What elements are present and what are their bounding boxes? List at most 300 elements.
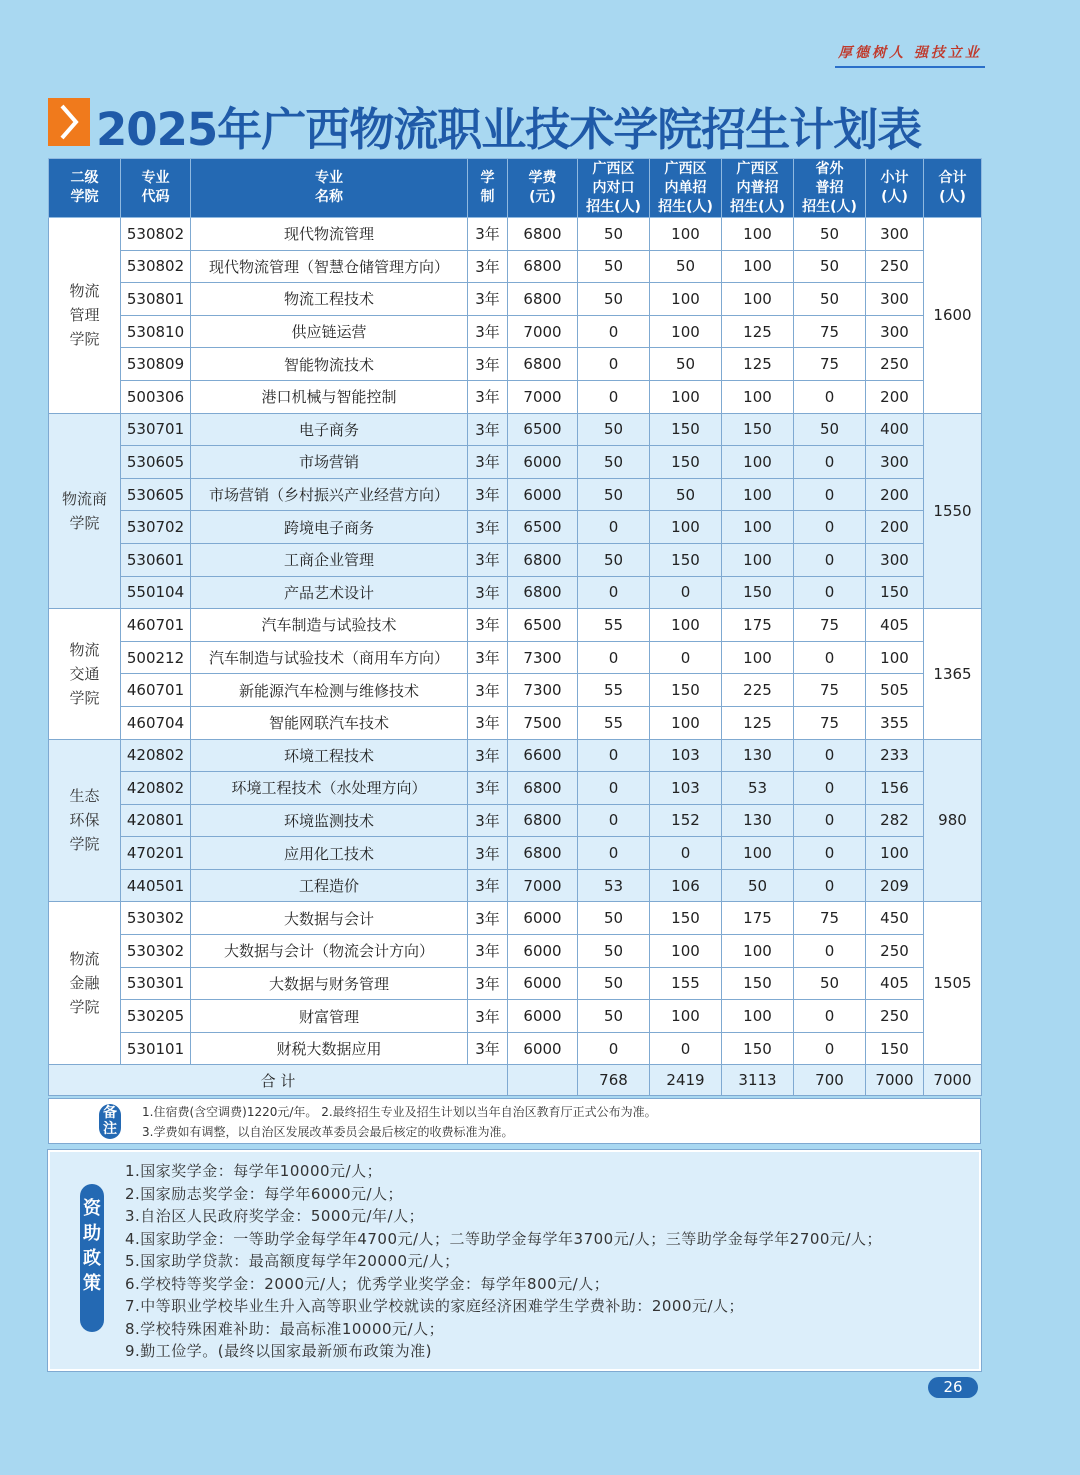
table-cell: 3年 bbox=[468, 543, 508, 576]
table-cell: 6600 bbox=[508, 739, 578, 772]
table-cell: 200 bbox=[866, 478, 924, 511]
table-cell: 6800 bbox=[508, 250, 578, 283]
table-cell: 财富管理 bbox=[191, 1000, 468, 1033]
table-cell: 530302 bbox=[121, 935, 191, 968]
table-header-row bbox=[49, 159, 982, 218]
aid-item: 7.中等职业学校毕业生升入高等职业学校就读的家庭经济困难学生学费补助：2000元/人； bbox=[125, 1297, 745, 1315]
table-cell: 7000 bbox=[508, 869, 578, 902]
table-cell: 233 bbox=[866, 739, 924, 772]
table-cell: 150 bbox=[650, 674, 722, 707]
table-cell: 125 bbox=[722, 706, 794, 739]
table-cell: 6500 bbox=[508, 609, 578, 642]
table-cell: 103 bbox=[650, 772, 722, 805]
table-cell: 智能物流技术 bbox=[191, 348, 468, 381]
table-cell: 3年 bbox=[468, 772, 508, 805]
table-cell: 150 bbox=[650, 543, 722, 576]
table-cell: 3年 bbox=[468, 315, 508, 348]
table-cell: 100 bbox=[722, 543, 794, 576]
table-cell: 100 bbox=[650, 706, 722, 739]
table-cell: 530302 bbox=[121, 902, 191, 935]
table-cell: 物流工程技术 bbox=[191, 283, 468, 316]
table-cell: 100 bbox=[650, 315, 722, 348]
table-row bbox=[49, 609, 982, 642]
table-cell: 0 bbox=[650, 1032, 722, 1065]
table-cell: 50 bbox=[794, 218, 866, 251]
table-cell: 530601 bbox=[121, 543, 191, 576]
table-cell: 6800 bbox=[508, 283, 578, 316]
college-cell: 物流 金融 学院 bbox=[49, 902, 121, 1065]
college-total-cell: 1600 bbox=[924, 218, 982, 414]
table-row bbox=[49, 283, 982, 316]
table-cell: 汽车制造与试验技术（商用车方向） bbox=[191, 641, 468, 674]
total-cell: 7000 bbox=[924, 1065, 982, 1096]
table-cell: 530701 bbox=[121, 413, 191, 446]
table-cell: 103 bbox=[650, 739, 722, 772]
table-cell: 3年 bbox=[468, 250, 508, 283]
table-cell: 175 bbox=[722, 609, 794, 642]
table-cell: 0 bbox=[794, 1032, 866, 1065]
column-header: 广西区 内单招 招生(人) bbox=[650, 159, 722, 218]
table-row bbox=[49, 446, 982, 479]
enrollment-plan-table bbox=[48, 158, 982, 1096]
aid-item: 4.国家助学金：一等助学金每学年4700元/人；二等助学金每学年3700元/人；三等助学金每学年2700元/人； bbox=[125, 1229, 882, 1248]
page-number: 26 bbox=[928, 1377, 978, 1398]
table-cell: 0 bbox=[794, 511, 866, 544]
table-cell: 225 bbox=[722, 674, 794, 707]
total-cell: 7000 bbox=[866, 1065, 924, 1096]
table-cell: 209 bbox=[866, 869, 924, 902]
table-cell: 大数据与财务管理 bbox=[191, 967, 468, 1000]
table-cell: 7000 bbox=[508, 315, 578, 348]
table-cell: 3年 bbox=[468, 869, 508, 902]
chevron-right-icon bbox=[48, 98, 90, 146]
table-cell: 100 bbox=[722, 511, 794, 544]
table-cell: 50 bbox=[578, 543, 650, 576]
table-cell: 250 bbox=[866, 935, 924, 968]
table-cell: 55 bbox=[578, 609, 650, 642]
table-row bbox=[49, 1000, 982, 1033]
table-cell: 50 bbox=[794, 413, 866, 446]
table-cell: 75 bbox=[794, 706, 866, 739]
table-cell: 0 bbox=[794, 380, 866, 413]
table-cell: 100 bbox=[650, 380, 722, 413]
table-cell: 450 bbox=[866, 902, 924, 935]
table-cell: 420802 bbox=[121, 772, 191, 805]
table-cell: 0 bbox=[794, 739, 866, 772]
aid-item: 8.学校特殊困难补助：最高标准10000元/人； bbox=[125, 1319, 445, 1338]
table-cell: 3年 bbox=[468, 478, 508, 511]
table-cell: 环境工程技术 bbox=[191, 739, 468, 772]
table-cell: 3年 bbox=[468, 413, 508, 446]
table-cell: 3年 bbox=[468, 706, 508, 739]
table-cell: 6000 bbox=[508, 1032, 578, 1065]
table-cell: 50 bbox=[794, 283, 866, 316]
table-cell: 100 bbox=[722, 641, 794, 674]
table-cell: 175 bbox=[722, 902, 794, 935]
table-cell: 0 bbox=[578, 804, 650, 837]
table-cell: 3年 bbox=[468, 446, 508, 479]
aid-item: 9.勤工俭学。(最终以国家最新颁布政策为准) bbox=[125, 1342, 433, 1360]
table-cell: 新能源汽车检测与维修技术 bbox=[191, 674, 468, 707]
college-cell: 物流 交通 学院 bbox=[49, 609, 121, 739]
table-cell: 100 bbox=[722, 380, 794, 413]
table-cell: 0 bbox=[578, 739, 650, 772]
table-cell: 150 bbox=[650, 413, 722, 446]
table-cell: 6800 bbox=[508, 772, 578, 805]
table-cell: 大数据与会计 bbox=[191, 902, 468, 935]
table-cell: 100 bbox=[650, 218, 722, 251]
table-cell: 0 bbox=[578, 576, 650, 609]
table-cell: 现代物流管理 bbox=[191, 218, 468, 251]
table-cell: 电子商务 bbox=[191, 413, 468, 446]
column-header: 学 制 bbox=[468, 159, 508, 218]
table-cell: 50 bbox=[650, 478, 722, 511]
table-cell: 0 bbox=[650, 576, 722, 609]
table-cell: 150 bbox=[722, 413, 794, 446]
aid-item: 3.自治区人民政府奖学金：5000元/年/人； bbox=[125, 1207, 425, 1225]
table-cell: 3年 bbox=[468, 837, 508, 870]
table-cell: 100 bbox=[722, 446, 794, 479]
table-cell: 3年 bbox=[468, 739, 508, 772]
table-cell: 250 bbox=[866, 1000, 924, 1033]
table-cell: 0 bbox=[794, 641, 866, 674]
college-cell: 物流商 学院 bbox=[49, 413, 121, 609]
table-cell: 0 bbox=[578, 1032, 650, 1065]
table-cell: 150 bbox=[866, 576, 924, 609]
table-cell: 460704 bbox=[121, 706, 191, 739]
total-cell: 768 bbox=[578, 1065, 650, 1096]
table-cell bbox=[508, 1065, 578, 1096]
table-cell: 100 bbox=[722, 283, 794, 316]
table-cell: 6000 bbox=[508, 902, 578, 935]
table-cell: 0 bbox=[578, 772, 650, 805]
table-cell: 53 bbox=[722, 772, 794, 805]
slogan: 厚德树人 强技立业 bbox=[835, 42, 985, 68]
table-cell: 6500 bbox=[508, 413, 578, 446]
table-cell: 3年 bbox=[468, 641, 508, 674]
table-cell: 6800 bbox=[508, 348, 578, 381]
column-header: 专业 代码 bbox=[121, 159, 191, 218]
table-cell: 3年 bbox=[468, 576, 508, 609]
table-cell: 530802 bbox=[121, 250, 191, 283]
page-title: 2025年广西物流职业技术学院招生计划表 bbox=[96, 103, 922, 156]
table-cell: 530702 bbox=[121, 511, 191, 544]
table-cell: 100 bbox=[722, 478, 794, 511]
table-cell: 470201 bbox=[121, 837, 191, 870]
table-row bbox=[49, 804, 982, 837]
table-cell: 530605 bbox=[121, 478, 191, 511]
table-cell: 0 bbox=[650, 837, 722, 870]
table-cell: 152 bbox=[650, 804, 722, 837]
column-header: 专业 名称 bbox=[191, 159, 468, 218]
table-cell: 产品艺术设计 bbox=[191, 576, 468, 609]
total-row bbox=[49, 1065, 982, 1096]
table-cell: 130 bbox=[722, 739, 794, 772]
table-cell: 530801 bbox=[121, 283, 191, 316]
table-cell: 300 bbox=[866, 446, 924, 479]
table-cell: 75 bbox=[794, 315, 866, 348]
table-cell: 0 bbox=[794, 543, 866, 576]
table-cell: 3年 bbox=[468, 218, 508, 251]
table-cell: 130 bbox=[722, 804, 794, 837]
table-cell: 420801 bbox=[121, 804, 191, 837]
column-header: 学费 (元) bbox=[508, 159, 578, 218]
table-cell: 0 bbox=[794, 576, 866, 609]
financial-aid-box bbox=[48, 1150, 981, 1371]
table-cell: 100 bbox=[722, 1000, 794, 1033]
table-cell: 跨境电子商务 bbox=[191, 511, 468, 544]
table-row bbox=[49, 837, 982, 870]
table-cell: 100 bbox=[722, 250, 794, 283]
table-cell: 7300 bbox=[508, 641, 578, 674]
table-cell: 50 bbox=[578, 446, 650, 479]
table-cell: 0 bbox=[794, 837, 866, 870]
table-cell: 300 bbox=[866, 315, 924, 348]
table-cell: 150 bbox=[722, 967, 794, 1000]
table-cell: 3年 bbox=[468, 511, 508, 544]
college-cell: 生态 环保 学院 bbox=[49, 739, 121, 902]
table-cell: 155 bbox=[650, 967, 722, 1000]
table-cell: 0 bbox=[794, 935, 866, 968]
table-cell: 50 bbox=[650, 348, 722, 381]
table-cell: 50 bbox=[794, 250, 866, 283]
table-cell: 环境工程技术（水处理方向） bbox=[191, 772, 468, 805]
column-header: 广西区 内普招 招生(人) bbox=[722, 159, 794, 218]
table-cell: 250 bbox=[866, 250, 924, 283]
table-cell: 75 bbox=[794, 348, 866, 381]
table-cell: 3年 bbox=[468, 935, 508, 968]
table-cell: 100 bbox=[650, 935, 722, 968]
table-cell: 150 bbox=[722, 576, 794, 609]
table-row bbox=[49, 739, 982, 772]
table-cell: 150 bbox=[722, 1032, 794, 1065]
table-cell: 供应链运营 bbox=[191, 315, 468, 348]
table-cell: 3年 bbox=[468, 902, 508, 935]
table-cell: 6000 bbox=[508, 935, 578, 968]
table-cell: 530301 bbox=[121, 967, 191, 1000]
table-cell: 100 bbox=[866, 641, 924, 674]
table-cell: 智能网联汽车技术 bbox=[191, 706, 468, 739]
table-cell: 6800 bbox=[508, 804, 578, 837]
table-row bbox=[49, 315, 982, 348]
table-cell: 7300 bbox=[508, 674, 578, 707]
column-header: 小计 (人) bbox=[866, 159, 924, 218]
table-cell: 0 bbox=[794, 869, 866, 902]
aid-item: 2.国家励志奖学金：每学年6000元/人； bbox=[125, 1184, 404, 1203]
table-cell: 460701 bbox=[121, 674, 191, 707]
table-cell: 55 bbox=[578, 674, 650, 707]
aid-item: 5.国家助学贷款：最高额度每学年20000元/人； bbox=[125, 1252, 460, 1270]
table-cell: 100 bbox=[650, 283, 722, 316]
table-cell: 0 bbox=[794, 446, 866, 479]
table-cell: 50 bbox=[578, 250, 650, 283]
table-cell: 200 bbox=[866, 511, 924, 544]
table-cell: 106 bbox=[650, 869, 722, 902]
table-cell: 50 bbox=[578, 218, 650, 251]
table-cell: 3年 bbox=[468, 967, 508, 1000]
table-cell: 405 bbox=[866, 609, 924, 642]
table-row bbox=[49, 674, 982, 707]
table-cell: 300 bbox=[866, 283, 924, 316]
table-cell: 53 bbox=[578, 869, 650, 902]
notes-tag: 备 注 bbox=[99, 1104, 121, 1139]
table-cell: 100 bbox=[650, 1000, 722, 1033]
college-total-cell: 1505 bbox=[924, 902, 982, 1065]
table-cell: 市场营销（乡村振兴产业经营方向） bbox=[191, 478, 468, 511]
table-row bbox=[49, 380, 982, 413]
table-cell: 100 bbox=[866, 837, 924, 870]
table-cell: 50 bbox=[578, 935, 650, 968]
table-cell: 6800 bbox=[508, 576, 578, 609]
table-cell: 0 bbox=[578, 380, 650, 413]
table-cell: 3年 bbox=[468, 609, 508, 642]
column-header: 广西区 内对口 招生(人) bbox=[578, 159, 650, 218]
table-row bbox=[49, 478, 982, 511]
table-cell: 6000 bbox=[508, 478, 578, 511]
table-cell: 6500 bbox=[508, 511, 578, 544]
table-cell: 100 bbox=[650, 609, 722, 642]
college-total-cell: 980 bbox=[924, 739, 982, 902]
table-cell: 400 bbox=[866, 413, 924, 446]
table-cell: 156 bbox=[866, 772, 924, 805]
table-cell: 港口机械与智能控制 bbox=[191, 380, 468, 413]
table-cell: 大数据与会计（物流会计方向） bbox=[191, 935, 468, 968]
table-cell: 125 bbox=[722, 348, 794, 381]
aid-list bbox=[125, 1160, 882, 1363]
table-cell: 530809 bbox=[121, 348, 191, 381]
college-total-cell: 1550 bbox=[924, 413, 982, 609]
table-cell: 6800 bbox=[508, 543, 578, 576]
table-cell: 3年 bbox=[468, 1032, 508, 1065]
table-cell: 50 bbox=[722, 869, 794, 902]
table-cell: 125 bbox=[722, 315, 794, 348]
table-cell: 50 bbox=[578, 1000, 650, 1033]
table-cell: 100 bbox=[722, 218, 794, 251]
table-cell: 3年 bbox=[468, 804, 508, 837]
note-line: 3.学费如有调整，以自治区发展改革委员会最后核定的收费标准为准。 bbox=[142, 1125, 514, 1139]
table-row bbox=[49, 218, 982, 251]
table-cell: 550104 bbox=[121, 576, 191, 609]
table-cell: 405 bbox=[866, 967, 924, 1000]
table-cell: 100 bbox=[722, 935, 794, 968]
column-header: 省外 普招 招生(人) bbox=[794, 159, 866, 218]
table-row bbox=[49, 1032, 982, 1065]
aid-item: 1.国家奖学金：每学年10000元/人； bbox=[125, 1162, 383, 1180]
table-cell: 55 bbox=[578, 706, 650, 739]
table-cell: 6000 bbox=[508, 1000, 578, 1033]
table-cell: 250 bbox=[866, 348, 924, 381]
table-cell: 工程造价 bbox=[191, 869, 468, 902]
table-cell: 6000 bbox=[508, 967, 578, 1000]
table-cell: 75 bbox=[794, 902, 866, 935]
table-cell: 0 bbox=[578, 511, 650, 544]
table-cell: 75 bbox=[794, 674, 866, 707]
table-cell: 市场营销 bbox=[191, 446, 468, 479]
table-cell: 505 bbox=[866, 674, 924, 707]
college-cell: 物流 管理 学院 bbox=[49, 218, 121, 414]
table-cell: 50 bbox=[650, 250, 722, 283]
table-cell: 财税大数据应用 bbox=[191, 1032, 468, 1065]
total-cell: 2419 bbox=[650, 1065, 722, 1096]
table-cell: 500212 bbox=[121, 641, 191, 674]
table-cell: 7500 bbox=[508, 706, 578, 739]
notes-box bbox=[48, 1098, 981, 1144]
table-cell: 530101 bbox=[121, 1032, 191, 1065]
table-cell: 300 bbox=[866, 543, 924, 576]
table-cell: 3年 bbox=[468, 380, 508, 413]
table-cell: 150 bbox=[650, 902, 722, 935]
table-cell: 460701 bbox=[121, 609, 191, 642]
title-row bbox=[48, 95, 988, 156]
table-cell: 150 bbox=[866, 1032, 924, 1065]
table-row bbox=[49, 511, 982, 544]
table-row bbox=[49, 348, 982, 381]
aid-tag: 资 助 政 策 bbox=[80, 1184, 104, 1332]
table-cell: 0 bbox=[578, 348, 650, 381]
table-cell: 420802 bbox=[121, 739, 191, 772]
table-cell: 6800 bbox=[508, 218, 578, 251]
table-cell: 150 bbox=[650, 446, 722, 479]
table-cell: 6800 bbox=[508, 837, 578, 870]
table-cell: 50 bbox=[578, 413, 650, 446]
table-cell: 500306 bbox=[121, 380, 191, 413]
table-cell: 50 bbox=[578, 902, 650, 935]
table-cell: 530205 bbox=[121, 1000, 191, 1033]
table-row bbox=[49, 967, 982, 1000]
table-row bbox=[49, 869, 982, 902]
table-row bbox=[49, 902, 982, 935]
table-cell: 汽车制造与试验技术 bbox=[191, 609, 468, 642]
table-row bbox=[49, 250, 982, 283]
table-cell: 100 bbox=[650, 511, 722, 544]
table-cell: 应用化工技术 bbox=[191, 837, 468, 870]
table-row bbox=[49, 641, 982, 674]
table-cell: 0 bbox=[578, 837, 650, 870]
table-cell: 50 bbox=[578, 283, 650, 316]
table-cell: 0 bbox=[794, 478, 866, 511]
table-cell: 50 bbox=[578, 478, 650, 511]
table-cell: 50 bbox=[578, 967, 650, 1000]
table-cell: 50 bbox=[794, 967, 866, 1000]
table-cell: 0 bbox=[650, 641, 722, 674]
table-row bbox=[49, 543, 982, 576]
column-header: 合计 (人) bbox=[924, 159, 982, 218]
table-cell: 7000 bbox=[508, 380, 578, 413]
table-cell: 0 bbox=[794, 1000, 866, 1033]
table-cell: 530605 bbox=[121, 446, 191, 479]
table-cell: 75 bbox=[794, 609, 866, 642]
total-label: 合 计 bbox=[49, 1065, 508, 1096]
table-cell: 530810 bbox=[121, 315, 191, 348]
table-cell: 6000 bbox=[508, 446, 578, 479]
table-cell: 200 bbox=[866, 380, 924, 413]
table-cell: 0 bbox=[578, 641, 650, 674]
table-cell: 300 bbox=[866, 218, 924, 251]
table-cell: 现代物流管理（智慧仓储管理方向） bbox=[191, 250, 468, 283]
table-row bbox=[49, 935, 982, 968]
college-total-cell: 1365 bbox=[924, 609, 982, 739]
table-row bbox=[49, 576, 982, 609]
column-header: 二级 学院 bbox=[49, 159, 121, 218]
note-line: 1.住宿费(含空调费)1220元/年。 2.最终招生专业及招生计划以当年自治区教育厅正式公布为准。 bbox=[142, 1105, 657, 1119]
table-cell: 100 bbox=[722, 837, 794, 870]
table-cell: 355 bbox=[866, 706, 924, 739]
table-cell: 0 bbox=[794, 772, 866, 805]
aid-item: 6.学校特等奖学金：2000元/人；优秀学业奖学金：每学年800元/人； bbox=[125, 1274, 610, 1293]
table-cell: 0 bbox=[794, 804, 866, 837]
table-cell: 440501 bbox=[121, 869, 191, 902]
table-cell: 0 bbox=[578, 315, 650, 348]
